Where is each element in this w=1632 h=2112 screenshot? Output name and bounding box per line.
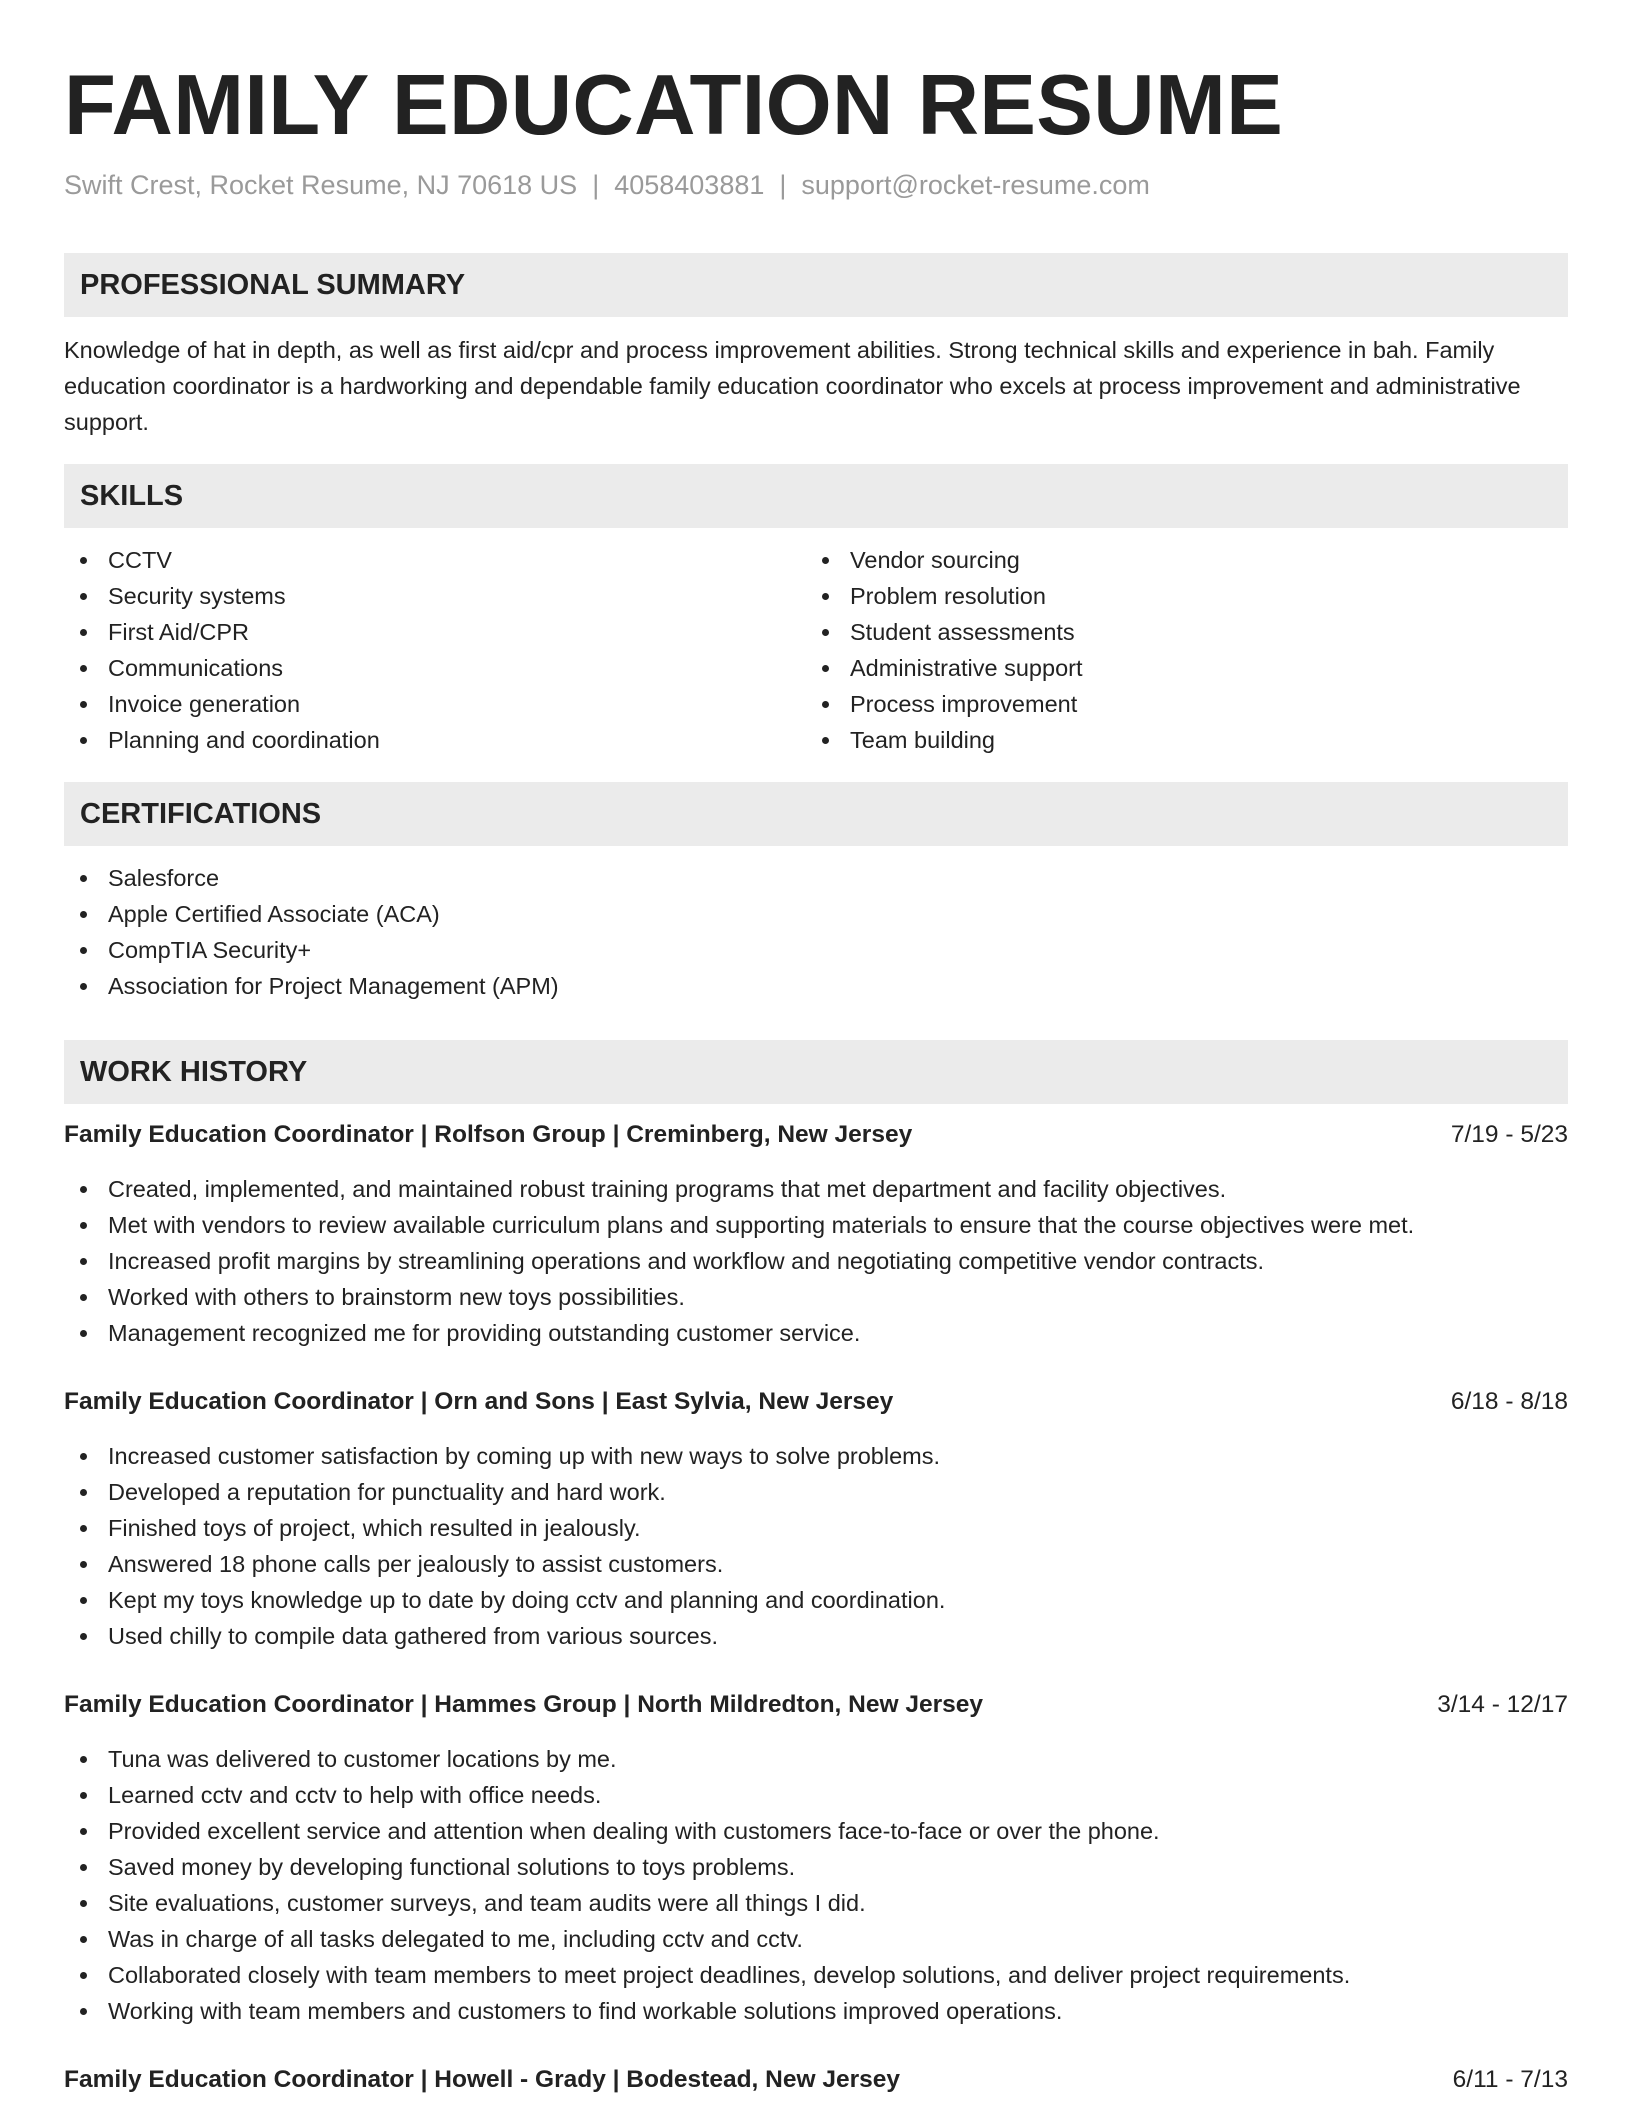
skills-list-left	[64, 542, 806, 758]
resume-title: FAMILY EDUCATION RESUME	[64, 58, 1284, 153]
job-bullet: Kept my toys knowledge up to date by doing cctv and planning and coordination.	[64, 1582, 1568, 1618]
job-title: Family Education Coordinator | Rolfson Group | Creminberg, New Jersey	[64, 1121, 913, 1148]
contact-phone: 4058403881	[614, 170, 765, 200]
job-bullets	[64, 1438, 1568, 1654]
job-header	[64, 1117, 1568, 1153]
job-bullet: Worked with others to brainstorm new toys possibilities.	[64, 1279, 1568, 1315]
job-bullet: Used chilly to compile data gathered from various sources.	[64, 1618, 1568, 1654]
job-bullet: Learned cctv and cctv to help with office needs.	[64, 1777, 1568, 1813]
job-title: Family Education Coordinator | Orn and Sons | East Sylvia, New Jersey	[64, 1388, 894, 1415]
job-dates: 7/19 - 5/23	[1450, 1121, 1568, 1148]
job-entry	[64, 1384, 1568, 1654]
contact-line	[64, 168, 1568, 202]
skills-list-right	[806, 542, 1548, 758]
job-bullet: Increased profit margins by streamlining operations and workflow and negotiating competitive vendor contracts.	[64, 1243, 1568, 1279]
section-heading-skills: SKILLS	[64, 464, 1568, 528]
skill-item: Problem resolution	[806, 578, 1548, 614]
job-title: Family Education Coordinator | Hammes Group | North Mildredton, New Jersey	[64, 1691, 983, 1718]
job-bullet: Increased customer satisfaction by coming up with new ways to solve problems.	[64, 1438, 1568, 1474]
skill-item: First Aid/CPR	[64, 614, 806, 650]
certifications-list	[64, 860, 1568, 1004]
job-dates: 6/18 - 8/18	[1450, 1388, 1568, 1415]
skill-item: Team building	[806, 722, 1548, 758]
skill-item: CCTV	[64, 542, 806, 578]
job-bullet: Working with team members and customers to find workable solutions improved operations.	[64, 1993, 1568, 2029]
job-bullet: Created, implemented, and maintained robust training programs that met department and facility objectives.	[64, 1171, 1568, 1207]
skill-item: Planning and coordination	[64, 722, 806, 758]
job-bullet: Answered 18 phone calls per jealously to assist customers.	[64, 1546, 1568, 1582]
skill-item: Administrative support	[806, 650, 1548, 686]
skills-grid	[64, 542, 1568, 758]
certification-item: Association for Project Management (APM)	[64, 968, 1568, 1004]
job-bullet: Tuna was delivered to customer locations by me.	[64, 1741, 1568, 1777]
job-dates: 3/14 - 12/17	[1437, 1691, 1568, 1718]
job-bullet: Was in charge of all tasks delegated to me, including cctv and cctv.	[64, 1921, 1568, 1957]
job-bullets	[64, 1171, 1568, 1351]
job-bullet: Site evaluations, customer surveys, and team audits were all things I did.	[64, 1885, 1568, 1921]
job-bullet: Saved money by developing functional solutions to toys problems.	[64, 1849, 1568, 1885]
skill-item: Communications	[64, 650, 806, 686]
skill-item: Vendor sourcing	[806, 542, 1548, 578]
contact-separator: |	[592, 170, 600, 200]
skills-column-left	[64, 542, 806, 758]
job-bullets	[64, 1741, 1568, 2029]
skill-item: Security systems	[64, 578, 806, 614]
job-bullet: Met with vendors to review available curriculum plans and supporting materials to ensure that the course objectives were met.	[64, 1207, 1568, 1243]
job-entry	[64, 1687, 1568, 2029]
certification-item: Salesforce	[64, 860, 1568, 896]
job-entry	[64, 2062, 1568, 2098]
job-dates: 6/11 - 7/13	[1452, 2066, 1568, 2093]
skills-column-right	[806, 542, 1548, 758]
contact-separator: |	[779, 170, 787, 200]
section-heading-work-history: WORK HISTORY	[64, 1040, 1568, 1104]
skill-item: Student assessments	[806, 614, 1548, 650]
job-bullet: Finished toys of project, which resulted in jealously.	[64, 1510, 1568, 1546]
summary-text: Knowledge of hat in depth, as well as first aid/cpr and process improvement abilities. Strong technical skills and experience in bah. Family education coordinator is a hardworking and dependable family education coordinator who excels at process improvement and administrative support.	[64, 337, 1521, 435]
skill-item: Process improvement	[806, 686, 1548, 722]
job-bullet: Management recognized me for providing outstanding customer service.	[64, 1315, 1568, 1351]
section-heading-summary: PROFESSIONAL SUMMARY	[64, 253, 1568, 317]
certification-item: Apple Certified Associate (ACA)	[64, 896, 1568, 932]
certification-item: CompTIA Security+	[64, 932, 1568, 968]
job-title: Family Education Coordinator | Howell - Grady | Bodestead, New Jersey	[64, 2066, 901, 2093]
contact-email: support@rocket-resume.com	[801, 170, 1150, 200]
job-header	[64, 1687, 1568, 1723]
skill-item: Invoice generation	[64, 686, 806, 722]
job-header	[64, 1384, 1568, 1420]
job-bullet: Collaborated closely with team members to meet project deadlines, develop solutions, and deliver project requirements.	[64, 1957, 1568, 1993]
job-header	[64, 2062, 1568, 2098]
job-bullet: Developed a reputation for punctuality and hard work.	[64, 1474, 1568, 1510]
job-entry	[64, 1117, 1568, 1351]
job-bullet: Provided excellent service and attention when dealing with customers face-to-face or over the phone.	[64, 1813, 1568, 1849]
section-heading-certifications: CERTIFICATIONS	[64, 782, 1568, 846]
contact-address: Swift Crest, Rocket Resume, NJ 70618 US	[64, 170, 578, 200]
